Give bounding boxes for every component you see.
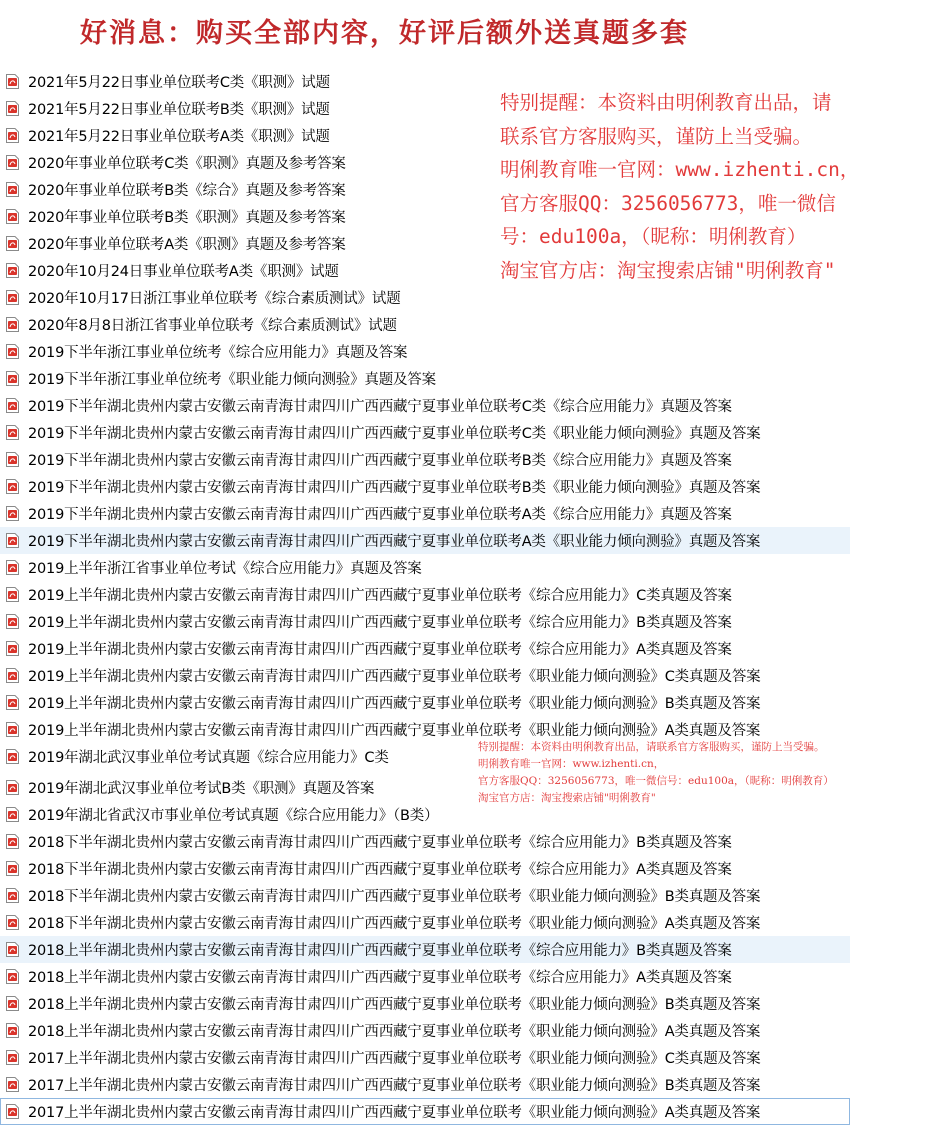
file-item[interactable] [0, 828, 943, 855]
file-item[interactable] [0, 1098, 850, 1125]
pdf-file-icon [6, 861, 19, 876]
file-name: 2018下半年湖北贵州内蒙古安徽云南青海甘肃四川广西西藏宁夏事业单位联考《职业能力倾向测验》B类真题及答案 [28, 889, 761, 905]
file-item[interactable] [0, 554, 943, 581]
pdf-file-icon [6, 209, 19, 224]
file-item[interactable] [0, 689, 943, 716]
file-name: 2019下半年湖北贵州内蒙古安徽云南青海甘肃四川广西西藏宁夏事业单位联考A类《职业能力倾向测验》真题及答案 [28, 534, 761, 550]
pdf-file-icon [6, 263, 19, 278]
file-item[interactable] [0, 608, 943, 635]
file-item[interactable] [0, 500, 943, 527]
reminder-line: 号：edu100a，（昵称：明俐教育） [500, 225, 807, 248]
file-name: 2018上半年湖北贵州内蒙古安徽云南青海甘肃四川广西西藏宁夏事业单位联考《综合应用能力》B类真题及答案 [28, 943, 732, 959]
pdf-file-icon [6, 128, 19, 143]
file-item[interactable] [0, 284, 943, 311]
pdf-file-icon [6, 1023, 19, 1038]
file-item[interactable] [0, 1071, 943, 1098]
pdf-file-icon [6, 398, 19, 413]
pdf-file-icon [6, 641, 19, 656]
reminder-line: 官方客服QQ：3256056773，唯一微信 [500, 191, 836, 215]
pdf-file-icon [6, 506, 19, 521]
file-name: 2018上半年湖北贵州内蒙古安徽云南青海甘肃四川广西西藏宁夏事业单位联考《综合应用能力》A类真题及答案 [28, 970, 732, 986]
pdf-file-icon [6, 479, 19, 494]
file-item[interactable] [0, 909, 943, 936]
file-name: 2019年湖北武汉事业单位考试B类《职测》真题及答案 [28, 781, 375, 797]
file-name: 2019上半年湖北贵州内蒙古安徽云南青海甘肃四川广西西藏宁夏事业单位联考《综合应用能力》B类真题及答案 [28, 615, 732, 631]
pdf-file-icon [6, 749, 19, 764]
file-name: 2019上半年湖北贵州内蒙古安徽云南青海甘肃四川广西西藏宁夏事业单位联考《职业能力倾向测验》B类真题及答案 [28, 696, 761, 712]
file-name: 2017上半年湖北贵州内蒙古安徽云南青海甘肃四川广西西藏宁夏事业单位联考《职业能力倾向测验》A类真题及答案 [28, 1105, 761, 1121]
anti-fraud-reminder [500, 86, 930, 287]
pdf-file-icon [6, 780, 19, 795]
pdf-file-icon [6, 807, 19, 822]
file-item[interactable] [0, 1044, 943, 1071]
file-name: 2020年8月8日浙江省事业单位联考《综合素质测试》试题 [28, 318, 397, 334]
file-item[interactable] [0, 882, 943, 909]
file-name: 2020年事业单位联考C类《职测》真题及参考答案 [28, 156, 346, 172]
pdf-file-icon [6, 236, 19, 251]
file-name: 2020年10月24日事业单位联考A类《职测》试题 [28, 264, 339, 280]
pdf-file-icon [6, 533, 19, 548]
pdf-file-icon [6, 1050, 19, 1065]
file-name: 2019年湖北省武汉市事业单位考试真题《综合应用能力》（B类） [28, 808, 439, 824]
pdf-file-icon [6, 1104, 19, 1119]
file-item[interactable] [0, 936, 850, 963]
file-name: 2018上半年湖北贵州内蒙古安徽云南青海甘肃四川广西西藏宁夏事业单位联考《职业能力倾向测验》B类真题及答案 [28, 997, 761, 1013]
pdf-file-icon [6, 915, 19, 930]
file-name: 2018下半年湖北贵州内蒙古安徽云南青海甘肃四川广西西藏宁夏事业单位联考《综合应用能力》A类真题及答案 [28, 862, 732, 878]
pdf-file-icon [6, 452, 19, 467]
file-item[interactable] [0, 1017, 943, 1044]
file-item[interactable] [0, 581, 943, 608]
file-name: 2017上半年湖北贵州内蒙古安徽云南青海甘肃四川广西西藏宁夏事业单位联考《职业能力倾向测验》B类真题及答案 [28, 1078, 761, 1094]
file-item[interactable] [0, 527, 850, 554]
file-item[interactable] [0, 855, 943, 882]
pdf-file-icon [6, 101, 19, 116]
reminder-small-line: 官方客服QQ：3256056773，唯一微信号：edu100a，（昵称：明俐教育） [478, 775, 834, 787]
reminder-small-line: 淘宝官方店：淘宝搜索店铺"明俐教育" [478, 792, 656, 804]
pdf-file-icon [6, 182, 19, 197]
file-name: 2021年5月22日事业单位联考B类《职测》试题 [28, 102, 330, 118]
file-item[interactable] [0, 446, 943, 473]
file-name: 2018下半年湖北贵州内蒙古安徽云南青海甘肃四川广西西藏宁夏事业单位联考《综合应用能力》B类真题及答案 [28, 835, 732, 851]
file-item[interactable] [0, 419, 943, 446]
file-item[interactable] [0, 365, 943, 392]
file-name: 2019下半年湖北贵州内蒙古安徽云南青海甘肃四川广西西藏宁夏事业单位联考B类《职业能力倾向测验》真题及答案 [28, 480, 761, 496]
file-name: 2020年事业单位联考B类《职测》真题及参考答案 [28, 210, 346, 226]
file-name: 2019下半年浙江事业单位统考《综合应用能力》真题及答案 [28, 345, 408, 361]
pdf-file-icon [6, 834, 19, 849]
file-item[interactable] [0, 392, 943, 419]
file-item[interactable] [0, 635, 943, 662]
file-name: 2019下半年湖北贵州内蒙古安徽云南青海甘肃四川广西西藏宁夏事业单位联考C类《综合应用能力》真题及答案 [28, 399, 732, 415]
file-item[interactable] [0, 338, 943, 365]
file-name: 2019下半年浙江事业单位统考《职业能力倾向测验》真题及答案 [28, 372, 436, 388]
reminder-line: 联系官方客服购买，谨防上当受骗。 [500, 124, 813, 148]
file-name: 2019上半年湖北贵州内蒙古安徽云南青海甘肃四川广西西藏宁夏事业单位联考《职业能力倾向测验》A类真题及答案 [28, 723, 761, 739]
reminder-small-line: 特别提醒：本资料由明俐教育出品，请联系官方客服购买，谨防上当受骗。 [478, 741, 825, 753]
file-name: 2018上半年湖北贵州内蒙古安徽云南青海甘肃四川广西西藏宁夏事业单位联考《职业能力倾向测验》A类真题及答案 [28, 1024, 761, 1040]
pdf-file-icon [6, 1077, 19, 1092]
anti-fraud-reminder-small [478, 739, 940, 807]
file-name: 2019上半年湖北贵州内蒙古安徽云南青海甘肃四川广西西藏宁夏事业单位联考《职业能力倾向测验》C类真题及答案 [28, 669, 761, 685]
pdf-file-icon [6, 587, 19, 602]
pdf-file-icon [6, 969, 19, 984]
pdf-file-icon [6, 371, 19, 386]
file-item[interactable] [0, 311, 943, 338]
pdf-file-icon [6, 888, 19, 903]
file-item[interactable] [0, 662, 943, 689]
pdf-file-icon [6, 74, 19, 89]
file-name: 2020年事业单位联考B类《综合》真题及参考答案 [28, 183, 346, 199]
file-name: 2019上半年湖北贵州内蒙古安徽云南青海甘肃四川广西西藏宁夏事业单位联考《综合应用能力》A类真题及答案 [28, 642, 732, 658]
pdf-file-icon [6, 614, 19, 629]
file-item[interactable] [0, 963, 943, 990]
pdf-file-icon [6, 425, 19, 440]
pdf-file-icon [6, 996, 19, 1011]
file-name: 2018下半年湖北贵州内蒙古安徽云南青海甘肃四川广西西藏宁夏事业单位联考《职业能力倾向测验》A类真题及答案 [28, 916, 761, 932]
reminder-small-line: 明俐教育唯一官网：www.izhenti.cn， [478, 758, 665, 770]
file-item[interactable] [0, 473, 943, 500]
file-name: 2020年事业单位联考A类《职测》真题及参考答案 [28, 237, 346, 253]
file-name: 2019上半年湖北贵州内蒙古安徽云南青海甘肃四川广西西藏宁夏事业单位联考《综合应用能力》C类真题及答案 [28, 588, 732, 604]
promo-headline: 好消息：购买全部内容，好评后额外送真题多套 [80, 18, 689, 49]
file-name: 2019上半年浙江省事业单位考试《综合应用能力》真题及答案 [28, 561, 422, 577]
file-name: 2019下半年湖北贵州内蒙古安徽云南青海甘肃四川广西西藏宁夏事业单位联考B类《综合应用能力》真题及答案 [28, 453, 732, 469]
file-name: 2020年10月17日浙江事业单位联考《综合素质测试》试题 [28, 291, 401, 307]
pdf-file-icon [6, 317, 19, 332]
pdf-file-icon [6, 344, 19, 359]
pdf-file-icon [6, 560, 19, 575]
file-name: 2017上半年湖北贵州内蒙古安徽云南青海甘肃四川广西西藏宁夏事业单位联考《职业能力倾向测验》C类真题及答案 [28, 1051, 761, 1067]
pdf-file-icon [6, 155, 19, 170]
file-name: 2019年湖北武汉事业单位考试真题《综合应用能力》C类 [28, 750, 389, 766]
pdf-file-icon [6, 722, 19, 737]
file-name: 2019下半年湖北贵州内蒙古安徽云南青海甘肃四川广西西藏宁夏事业单位联考A类《综合应用能力》真题及答案 [28, 507, 732, 523]
reminder-line: 特别提醒：本资料由明俐教育出品，请 [500, 91, 832, 114]
file-item[interactable] [0, 990, 943, 1017]
file-name: 2019下半年湖北贵州内蒙古安徽云南青海甘肃四川广西西藏宁夏事业单位联考C类《职业能力倾向测验》真题及答案 [28, 426, 761, 442]
file-name: 2021年5月22日事业单位联考C类《职测》试题 [28, 75, 330, 91]
reminder-line: 明俐教育唯一官网：www.izhenti.cn， [500, 158, 860, 181]
pdf-file-icon [6, 290, 19, 305]
pdf-file-icon [6, 668, 19, 683]
pdf-file-icon [6, 695, 19, 710]
file-name: 2021年5月22日事业单位联考A类《职测》试题 [28, 129, 330, 145]
reminder-line: 淘宝官方店：淘宝搜索店铺"明俐教育" [500, 258, 836, 282]
pdf-file-icon [6, 942, 19, 957]
